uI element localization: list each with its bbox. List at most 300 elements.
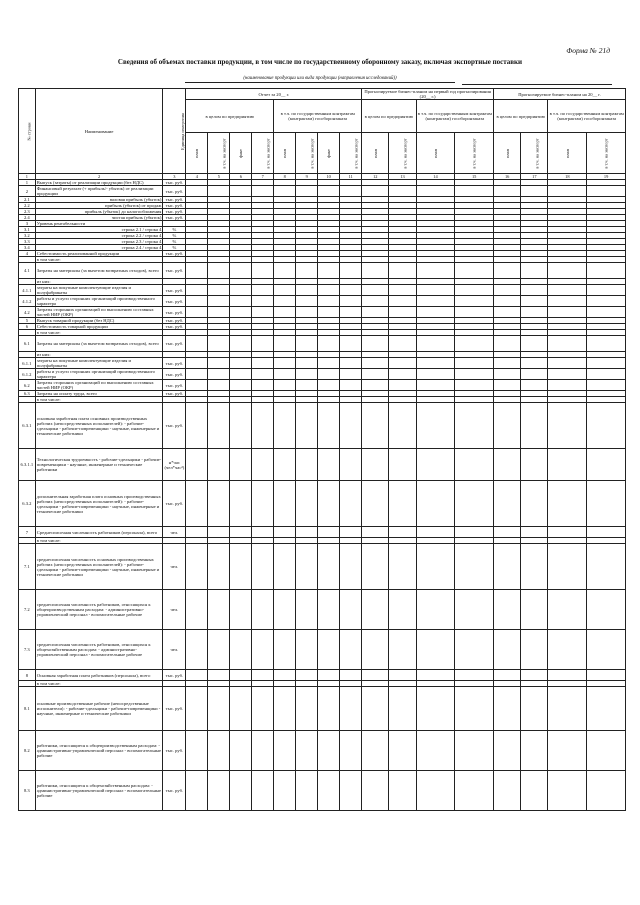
value-cell[interactable] <box>548 336 587 352</box>
value-cell[interactable] <box>186 687 208 731</box>
value-cell[interactable] <box>389 336 416 352</box>
value-cell[interactable] <box>252 380 274 391</box>
value-cell[interactable] <box>416 285 455 296</box>
value-cell[interactable] <box>296 481 318 527</box>
value-cell[interactable] <box>494 285 521 296</box>
value-cell[interactable] <box>340 403 362 449</box>
value-cell[interactable] <box>230 336 252 352</box>
value-cell[interactable] <box>208 285 230 296</box>
value-cell[interactable] <box>296 296 318 307</box>
value-cell[interactable] <box>494 369 521 380</box>
value-cell[interactable] <box>494 296 521 307</box>
value-cell[interactable] <box>587 544 626 590</box>
value-cell[interactable] <box>362 285 389 296</box>
value-cell[interactable] <box>494 380 521 391</box>
value-cell[interactable] <box>362 481 389 527</box>
value-cell[interactable] <box>208 630 230 670</box>
value-cell[interactable] <box>208 731 230 771</box>
value-cell[interactable] <box>416 358 455 369</box>
value-cell[interactable] <box>340 449 362 481</box>
value-cell[interactable] <box>362 186 389 197</box>
value-cell[interactable] <box>208 544 230 590</box>
value-cell[interactable] <box>389 670 416 681</box>
value-cell[interactable] <box>548 481 587 527</box>
value-cell[interactable] <box>548 449 587 481</box>
value-cell[interactable] <box>587 630 626 670</box>
value-cell[interactable] <box>186 670 208 681</box>
value-cell[interactable] <box>389 186 416 197</box>
value-cell[interactable] <box>494 263 521 279</box>
value-cell[interactable] <box>296 403 318 449</box>
value-cell[interactable] <box>362 771 389 811</box>
value-cell[interactable] <box>521 336 548 352</box>
value-cell[interactable] <box>548 670 587 681</box>
value-cell[interactable] <box>362 380 389 391</box>
value-cell[interactable] <box>274 358 296 369</box>
value-cell[interactable] <box>416 527 455 538</box>
value-cell[interactable] <box>362 403 389 449</box>
value-cell[interactable] <box>548 369 587 380</box>
value-cell[interactable] <box>455 369 494 380</box>
value-cell[interactable] <box>494 731 521 771</box>
value-cell[interactable] <box>548 731 587 771</box>
value-cell[interactable] <box>252 687 274 731</box>
value-cell[interactable] <box>587 186 626 197</box>
value-cell[interactable] <box>230 358 252 369</box>
value-cell[interactable] <box>416 380 455 391</box>
value-cell[interactable] <box>494 403 521 449</box>
value-cell[interactable] <box>362 336 389 352</box>
value-cell[interactable] <box>230 630 252 670</box>
value-cell[interactable] <box>389 590 416 630</box>
value-cell[interactable] <box>340 307 362 318</box>
value-cell[interactable] <box>274 296 296 307</box>
value-cell[interactable] <box>416 296 455 307</box>
value-cell[interactable] <box>318 590 340 630</box>
value-cell[interactable] <box>389 285 416 296</box>
value-cell[interactable] <box>340 263 362 279</box>
value-cell[interactable] <box>587 687 626 731</box>
value-cell[interactable] <box>362 687 389 731</box>
value-cell[interactable] <box>455 336 494 352</box>
value-cell[interactable] <box>548 590 587 630</box>
value-cell[interactable] <box>494 771 521 811</box>
value-cell[interactable] <box>296 307 318 318</box>
value-cell[interactable] <box>318 403 340 449</box>
value-cell[interactable] <box>494 481 521 527</box>
value-cell[interactable] <box>521 449 548 481</box>
value-cell[interactable] <box>186 186 208 197</box>
value-cell[interactable] <box>362 590 389 630</box>
value-cell[interactable] <box>208 403 230 449</box>
value-cell[interactable] <box>455 449 494 481</box>
value-cell[interactable] <box>494 590 521 630</box>
value-cell[interactable] <box>208 186 230 197</box>
value-cell[interactable] <box>186 590 208 630</box>
value-cell[interactable] <box>230 670 252 681</box>
value-cell[interactable] <box>318 263 340 279</box>
value-cell[interactable] <box>252 527 274 538</box>
value-cell[interactable] <box>186 403 208 449</box>
value-cell[interactable] <box>208 771 230 811</box>
value-cell[interactable] <box>389 630 416 670</box>
value-cell[interactable] <box>296 544 318 590</box>
value-cell[interactable] <box>587 731 626 771</box>
value-cell[interactable] <box>318 687 340 731</box>
value-cell[interactable] <box>455 358 494 369</box>
value-cell[interactable] <box>587 285 626 296</box>
value-cell[interactable] <box>362 630 389 670</box>
value-cell[interactable] <box>230 687 252 731</box>
value-cell[interactable] <box>416 307 455 318</box>
value-cell[interactable] <box>252 358 274 369</box>
value-cell[interactable] <box>548 380 587 391</box>
value-cell[interactable] <box>587 296 626 307</box>
value-cell[interactable] <box>274 687 296 731</box>
value-cell[interactable] <box>296 731 318 771</box>
value-cell[interactable] <box>340 670 362 681</box>
value-cell[interactable] <box>274 285 296 296</box>
value-cell[interactable] <box>274 403 296 449</box>
value-cell[interactable] <box>274 369 296 380</box>
value-cell[interactable] <box>362 731 389 771</box>
value-cell[interactable] <box>521 630 548 670</box>
value-cell[interactable] <box>296 380 318 391</box>
value-cell[interactable] <box>389 731 416 771</box>
value-cell[interactable] <box>318 285 340 296</box>
value-cell[interactable] <box>186 358 208 369</box>
value-cell[interactable] <box>521 186 548 197</box>
value-cell[interactable] <box>455 771 494 811</box>
value-cell[interactable] <box>230 590 252 630</box>
value-cell[interactable] <box>548 771 587 811</box>
value-cell[interactable] <box>416 481 455 527</box>
value-cell[interactable] <box>230 380 252 391</box>
value-cell[interactable] <box>230 771 252 811</box>
value-cell[interactable] <box>416 687 455 731</box>
value-cell[interactable] <box>389 307 416 318</box>
value-cell[interactable] <box>521 771 548 811</box>
value-cell[interactable] <box>186 481 208 527</box>
value-cell[interactable] <box>548 263 587 279</box>
value-cell[interactable] <box>340 296 362 307</box>
value-cell[interactable] <box>318 527 340 538</box>
value-cell[interactable] <box>416 336 455 352</box>
value-cell[interactable] <box>318 544 340 590</box>
value-cell[interactable] <box>274 670 296 681</box>
value-cell[interactable] <box>208 369 230 380</box>
value-cell[interactable] <box>186 380 208 391</box>
value-cell[interactable] <box>521 285 548 296</box>
value-cell[interactable] <box>318 186 340 197</box>
value-cell[interactable] <box>389 527 416 538</box>
value-cell[interactable] <box>208 527 230 538</box>
value-cell[interactable] <box>318 449 340 481</box>
value-cell[interactable] <box>230 296 252 307</box>
value-cell[interactable] <box>208 687 230 731</box>
value-cell[interactable] <box>208 590 230 630</box>
value-cell[interactable] <box>318 481 340 527</box>
value-cell[interactable] <box>340 527 362 538</box>
value-cell[interactable] <box>296 369 318 380</box>
value-cell[interactable] <box>587 369 626 380</box>
value-cell[interactable] <box>208 670 230 681</box>
value-cell[interactable] <box>548 358 587 369</box>
value-cell[interactable] <box>296 670 318 681</box>
value-cell[interactable] <box>521 369 548 380</box>
value-cell[interactable] <box>587 771 626 811</box>
value-cell[interactable] <box>521 358 548 369</box>
value-cell[interactable] <box>296 687 318 731</box>
value-cell[interactable] <box>455 307 494 318</box>
value-cell[interactable] <box>455 544 494 590</box>
value-cell[interactable] <box>389 771 416 811</box>
value-cell[interactable] <box>389 687 416 731</box>
value-cell[interactable] <box>455 186 494 197</box>
value-cell[interactable] <box>186 731 208 771</box>
value-cell[interactable] <box>230 527 252 538</box>
value-cell[interactable] <box>416 630 455 670</box>
value-cell[interactable] <box>296 336 318 352</box>
value-cell[interactable] <box>548 544 587 590</box>
value-cell[interactable] <box>548 630 587 670</box>
value-cell[interactable] <box>389 544 416 590</box>
value-cell[interactable] <box>318 670 340 681</box>
value-cell[interactable] <box>340 630 362 670</box>
value-cell[interactable] <box>416 186 455 197</box>
value-cell[interactable] <box>252 336 274 352</box>
value-cell[interactable] <box>494 307 521 318</box>
value-cell[interactable] <box>340 369 362 380</box>
value-cell[interactable] <box>318 630 340 670</box>
value-cell[interactable] <box>455 590 494 630</box>
value-cell[interactable] <box>455 731 494 771</box>
value-cell[interactable] <box>416 449 455 481</box>
value-cell[interactable] <box>587 449 626 481</box>
value-cell[interactable] <box>340 731 362 771</box>
value-cell[interactable] <box>389 263 416 279</box>
value-cell[interactable] <box>455 481 494 527</box>
value-cell[interactable] <box>521 296 548 307</box>
value-cell[interactable] <box>587 307 626 318</box>
value-cell[interactable] <box>252 590 274 630</box>
value-cell[interactable] <box>587 358 626 369</box>
value-cell[interactable] <box>186 630 208 670</box>
value-cell[interactable] <box>186 369 208 380</box>
value-cell[interactable] <box>587 670 626 681</box>
value-cell[interactable] <box>230 481 252 527</box>
value-cell[interactable] <box>521 380 548 391</box>
value-cell[interactable] <box>274 527 296 538</box>
value-cell[interactable] <box>186 771 208 811</box>
value-cell[interactable] <box>521 731 548 771</box>
value-cell[interactable] <box>494 358 521 369</box>
value-cell[interactable] <box>318 369 340 380</box>
value-cell[interactable] <box>548 285 587 296</box>
value-cell[interactable] <box>416 590 455 630</box>
value-cell[interactable] <box>252 731 274 771</box>
value-cell[interactable] <box>274 263 296 279</box>
value-cell[interactable] <box>340 336 362 352</box>
value-cell[interactable] <box>340 481 362 527</box>
value-cell[interactable] <box>208 380 230 391</box>
value-cell[interactable] <box>340 771 362 811</box>
value-cell[interactable] <box>230 403 252 449</box>
value-cell[interactable] <box>521 544 548 590</box>
value-cell[interactable] <box>274 590 296 630</box>
value-cell[interactable] <box>521 687 548 731</box>
value-cell[interactable] <box>389 296 416 307</box>
value-cell[interactable] <box>548 307 587 318</box>
value-cell[interactable] <box>362 670 389 681</box>
value-cell[interactable] <box>186 449 208 481</box>
value-cell[interactable] <box>389 358 416 369</box>
value-cell[interactable] <box>230 285 252 296</box>
value-cell[interactable] <box>274 307 296 318</box>
value-cell[interactable] <box>340 380 362 391</box>
value-cell[interactable] <box>587 590 626 630</box>
value-cell[interactable] <box>230 186 252 197</box>
value-cell[interactable] <box>548 186 587 197</box>
value-cell[interactable] <box>252 369 274 380</box>
value-cell[interactable] <box>186 527 208 538</box>
value-cell[interactable] <box>455 630 494 670</box>
value-cell[interactable] <box>521 670 548 681</box>
value-cell[interactable] <box>186 285 208 296</box>
value-cell[interactable] <box>274 380 296 391</box>
value-cell[interactable] <box>274 771 296 811</box>
value-cell[interactable] <box>274 336 296 352</box>
value-cell[interactable] <box>274 544 296 590</box>
value-cell[interactable] <box>252 771 274 811</box>
value-cell[interactable] <box>362 527 389 538</box>
value-cell[interactable] <box>230 307 252 318</box>
value-cell[interactable] <box>416 670 455 681</box>
value-cell[interactable] <box>296 449 318 481</box>
value-cell[interactable] <box>252 285 274 296</box>
value-cell[interactable] <box>230 544 252 590</box>
value-cell[interactable] <box>230 731 252 771</box>
value-cell[interactable] <box>230 369 252 380</box>
value-cell[interactable] <box>340 687 362 731</box>
value-cell[interactable] <box>208 296 230 307</box>
value-cell[interactable] <box>296 527 318 538</box>
value-cell[interactable] <box>318 358 340 369</box>
value-cell[interactable] <box>521 307 548 318</box>
value-cell[interactable] <box>587 481 626 527</box>
value-cell[interactable] <box>389 369 416 380</box>
value-cell[interactable] <box>296 186 318 197</box>
value-cell[interactable] <box>416 369 455 380</box>
value-cell[interactable] <box>252 670 274 681</box>
value-cell[interactable] <box>274 449 296 481</box>
value-cell[interactable] <box>416 263 455 279</box>
value-cell[interactable] <box>362 544 389 590</box>
value-cell[interactable] <box>340 544 362 590</box>
value-cell[interactable] <box>362 296 389 307</box>
value-cell[interactable] <box>186 336 208 352</box>
value-cell[interactable] <box>521 403 548 449</box>
value-cell[interactable] <box>455 670 494 681</box>
value-cell[interactable] <box>208 449 230 481</box>
value-cell[interactable] <box>455 296 494 307</box>
value-cell[interactable] <box>494 630 521 670</box>
value-cell[interactable] <box>274 481 296 527</box>
value-cell[interactable] <box>252 403 274 449</box>
value-cell[interactable] <box>494 449 521 481</box>
value-cell[interactable] <box>296 630 318 670</box>
value-cell[interactable] <box>521 590 548 630</box>
value-cell[interactable] <box>494 336 521 352</box>
value-cell[interactable] <box>274 186 296 197</box>
value-cell[interactable] <box>318 380 340 391</box>
value-cell[interactable] <box>252 449 274 481</box>
value-cell[interactable] <box>521 527 548 538</box>
value-cell[interactable] <box>362 449 389 481</box>
value-cell[interactable] <box>521 263 548 279</box>
value-cell[interactable] <box>340 285 362 296</box>
value-cell[interactable] <box>494 687 521 731</box>
value-cell[interactable] <box>318 771 340 811</box>
value-cell[interactable] <box>318 731 340 771</box>
value-cell[interactable] <box>296 771 318 811</box>
value-cell[interactable] <box>296 590 318 630</box>
value-cell[interactable] <box>208 307 230 318</box>
value-cell[interactable] <box>362 358 389 369</box>
value-cell[interactable] <box>230 449 252 481</box>
value-cell[interactable] <box>416 731 455 771</box>
value-cell[interactable] <box>587 263 626 279</box>
value-cell[interactable] <box>252 544 274 590</box>
value-cell[interactable] <box>186 296 208 307</box>
value-cell[interactable] <box>208 263 230 279</box>
value-cell[interactable] <box>389 403 416 449</box>
value-cell[interactable] <box>389 380 416 391</box>
value-cell[interactable] <box>252 307 274 318</box>
value-cell[interactable] <box>340 186 362 197</box>
value-cell[interactable] <box>186 307 208 318</box>
value-cell[interactable] <box>416 771 455 811</box>
value-cell[interactable] <box>252 186 274 197</box>
value-cell[interactable] <box>208 336 230 352</box>
value-cell[interactable] <box>318 296 340 307</box>
value-cell[interactable] <box>455 380 494 391</box>
value-cell[interactable] <box>340 590 362 630</box>
value-cell[interactable] <box>494 670 521 681</box>
value-cell[interactable] <box>252 296 274 307</box>
value-cell[interactable] <box>186 544 208 590</box>
value-cell[interactable] <box>416 403 455 449</box>
value-cell[interactable] <box>274 630 296 670</box>
value-cell[interactable] <box>186 263 208 279</box>
value-cell[interactable] <box>587 380 626 391</box>
value-cell[interactable] <box>208 358 230 369</box>
value-cell[interactable] <box>318 307 340 318</box>
value-cell[interactable] <box>389 449 416 481</box>
value-cell[interactable] <box>548 687 587 731</box>
value-cell[interactable] <box>416 544 455 590</box>
value-cell[interactable] <box>587 336 626 352</box>
value-cell[interactable] <box>455 403 494 449</box>
value-cell[interactable] <box>455 527 494 538</box>
value-cell[interactable] <box>318 336 340 352</box>
value-cell[interactable] <box>208 481 230 527</box>
value-cell[interactable] <box>455 263 494 279</box>
value-cell[interactable] <box>548 296 587 307</box>
value-cell[interactable] <box>548 403 587 449</box>
value-cell[interactable] <box>362 369 389 380</box>
value-cell[interactable] <box>252 263 274 279</box>
